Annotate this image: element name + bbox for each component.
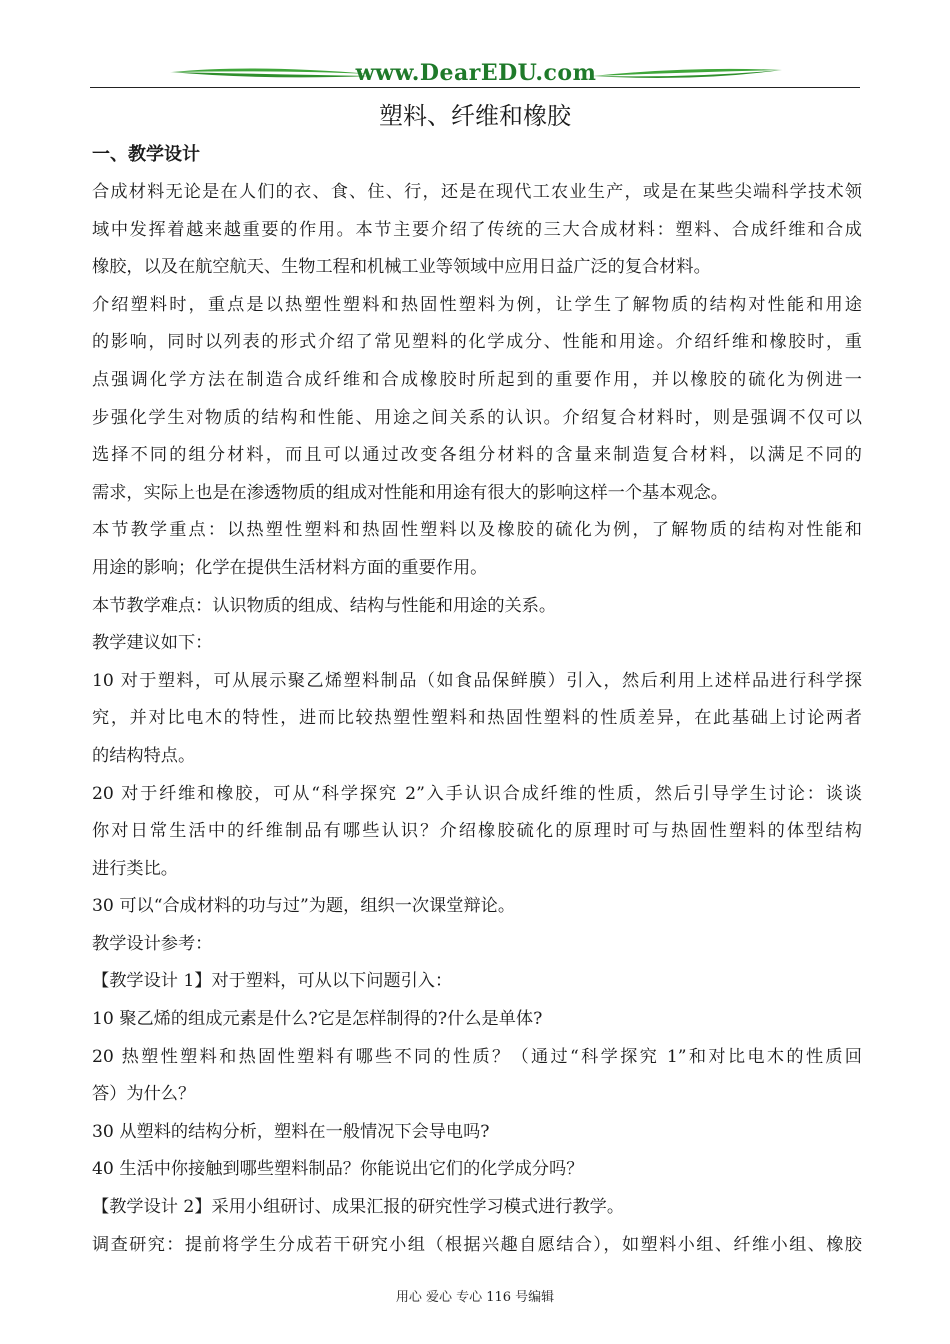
section-heading: 一、教学设计 bbox=[92, 144, 200, 165]
header-divider bbox=[90, 87, 860, 88]
site-logo-text: www.DearEDU.com bbox=[355, 60, 597, 86]
text-line: 教学设计参考： bbox=[92, 933, 213, 954]
text-line: 【教学设计 1】对于塑料，可从以下问题引入： bbox=[92, 971, 453, 992]
text-line: 进行类比。 bbox=[92, 858, 178, 879]
text-line: 域中发挥着越来越重要的作用。本节主要介绍了传统的三大合成材料：塑料、合成纤维和合成 bbox=[92, 219, 862, 240]
text-line: 20 热塑性塑料和热固性塑料有哪些不同的性质？（通过“科学探究 1”和对比电木的性质回 bbox=[92, 1046, 862, 1067]
text-line: 10 聚乙烯的组成元素是什么?它是怎样制得的?什么是单体? bbox=[92, 1009, 543, 1030]
text-line: 选择不同的组分材料，而且可以通过改变各组分材料的含量来制造复合材料，以满足不同的 bbox=[92, 445, 862, 466]
text-line: 10 对于塑料，可从展示聚乙烯塑料制品（如食品保鲜膜）引入，然后利用上述样品进行科学探 bbox=[92, 670, 862, 691]
text-line: 用途的影响；化学在提供生活材料方面的重要作用。 bbox=[92, 557, 488, 578]
text-line: 本节教学难点：认识物质的组成、结构与性能和用途的关系。 bbox=[92, 595, 557, 616]
text-line: 介绍塑料时，重点是以热塑性塑料和热固性塑料为例，让学生了解物质的结构对性能和用途 bbox=[92, 294, 862, 315]
text-line: 20 对于纤维和橡胶，可从“科学探究 2”入手认识合成纤维的性质，然后引导学生讨论：谈谈 bbox=[92, 783, 862, 804]
text-line: 的结构特点。 bbox=[92, 745, 196, 766]
text-line: 你对日常生活中的纤维制品有哪些认识？介绍橡胶硫化的原理时可与热固性塑料的体型结构 bbox=[92, 821, 862, 842]
text-line: 【教学设计 2】采用小组研讨、成果汇报的研究性学习模式进行教学。 bbox=[92, 1197, 625, 1218]
text-line: 究，并对比电木的特性，进而比较热塑性塑料和热固性塑料的性质差异，在此基础上讨论两者 bbox=[92, 708, 862, 729]
document-title: 塑料、纤维和橡胶 bbox=[379, 102, 571, 130]
text-line: 教学建议如下： bbox=[92, 633, 213, 654]
text-line: 40 生活中你接触到哪些塑料制品？你能说出它们的化学成分吗？ bbox=[92, 1159, 584, 1180]
text-line: 答）为什么？ bbox=[92, 1084, 196, 1105]
text-line: 合成材料无论是在人们的衣、食、住、行，还是在现代工农业生产，或是在某些尖端科学技术领 bbox=[92, 182, 862, 202]
text-line: 本节教学重点：以热塑性塑料和热固性塑料以及橡胶的硫化为例，了解物质的结构对性能和 bbox=[92, 520, 862, 541]
text-line: 步强化学生对物质的结构和性能、用途之间关系的认识。介绍复合材料时，则是强调不仅可以 bbox=[92, 407, 862, 428]
text-line: 橡胶，以及在航空航天、生物工程和机械工业等领域中应用日益广泛的复合材料。 bbox=[92, 257, 711, 278]
text-line: 的影响，同时以列表的形式介绍了常见塑料的化学成分、性能和用途。介绍纤维和橡胶时，重 bbox=[92, 332, 862, 353]
text-line: 调查研究：提前将学生分成若干研究小组（根据兴趣自愿结合），如塑料小组、纤维小组、橡胶 bbox=[92, 1234, 862, 1255]
document-body bbox=[92, 174, 862, 1264]
text-line: 需求，实际上也是在渗透物质的组成对性能和用途有很大的影响这样一个基本观念。 bbox=[92, 482, 728, 503]
page-footer: 用心 爱心 专心 116 号编辑 bbox=[395, 1290, 555, 1305]
text-line: 点强调化学方法在制造合成纤维和合成橡胶时所起到的重要作用，并以橡胶的硫化为例进一 bbox=[92, 369, 862, 390]
text-line: 30 从塑料的结构分析，塑料在一般情况下会导电吗? bbox=[92, 1121, 490, 1142]
text-line: 30 可以“合成材料的功与过”为题，组织一次课堂辩论。 bbox=[92, 896, 516, 917]
